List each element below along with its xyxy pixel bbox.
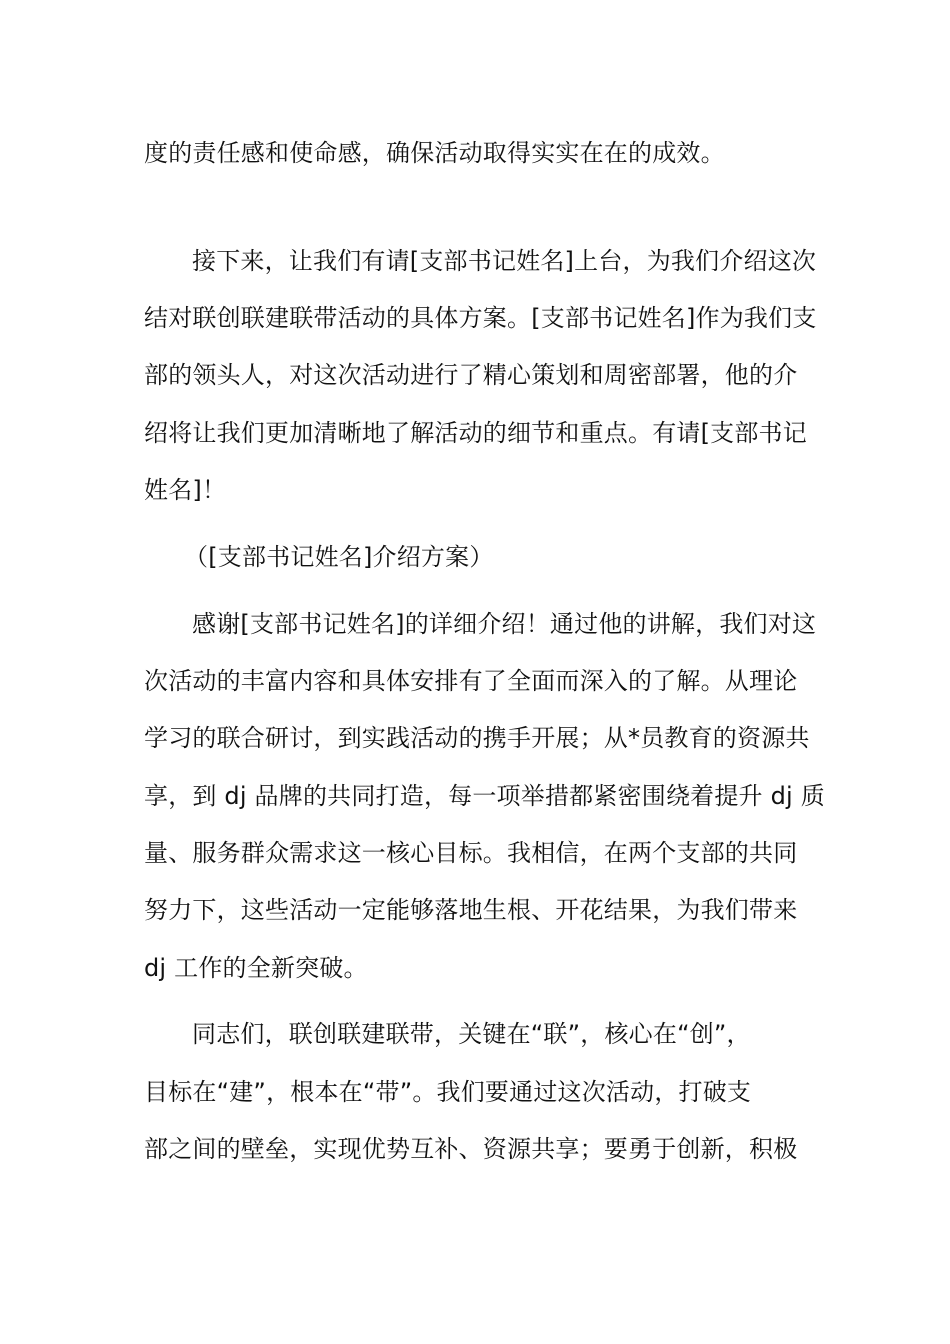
text-line: 部的领头人，对这次活动进行了精心策划和周密部署，他的介 (144, 361, 798, 389)
text-line: 感谢[支部书记姓名]的详细介绍！通过他的讲解，我们对这 (192, 610, 817, 638)
text-line: 结对联创联建联带活动的具体方案。[支部书记姓名]作为我们支 (144, 304, 817, 332)
text-line: 部之间的壁垒，实现优势互补、资源共享；要勇于创新，积极 (144, 1135, 798, 1163)
text-line: 接下来，让我们有请[支部书记姓名]上台，为我们介绍这次 (192, 247, 817, 275)
text-line: dj 工作的全新突破。 (144, 954, 368, 982)
text-line: 度的责任感和使命感，确保活动取得实实在在的成效。 (144, 139, 725, 167)
text-line: 姓名]！ (144, 476, 227, 504)
text-line: 量、服务群众需求这一核心目标。我相信，在两个支部的共同 (144, 839, 798, 867)
text-line: 学习的联合研讨，到实践活动的携手开展；从*员教育的资源共 (144, 724, 810, 752)
text-line: 绍将让我们更加清晰地了解活动的细节和重点。有请[支部书记 (144, 419, 807, 447)
text-line: 同志们，联创联建联带，关键在“联”，核心在“创”， (192, 1020, 751, 1048)
text-line: 次活动的丰富内容和具体安排有了全面而深入的了解。从理论 (144, 667, 798, 695)
text-line: 目标在“建”，根本在“带”。我们要通过这次活动，打破支 (144, 1078, 752, 1106)
text-line: （[支部书记姓名]介绍方案） (184, 543, 494, 571)
text-line: 努力下，这些活动一定能够落地生根、开花结果，为我们带来 (144, 896, 798, 924)
text-line: 享，到 dj 品牌的共同打造，每一项举措都紧密围绕着提升 dj 质 (144, 782, 825, 810)
